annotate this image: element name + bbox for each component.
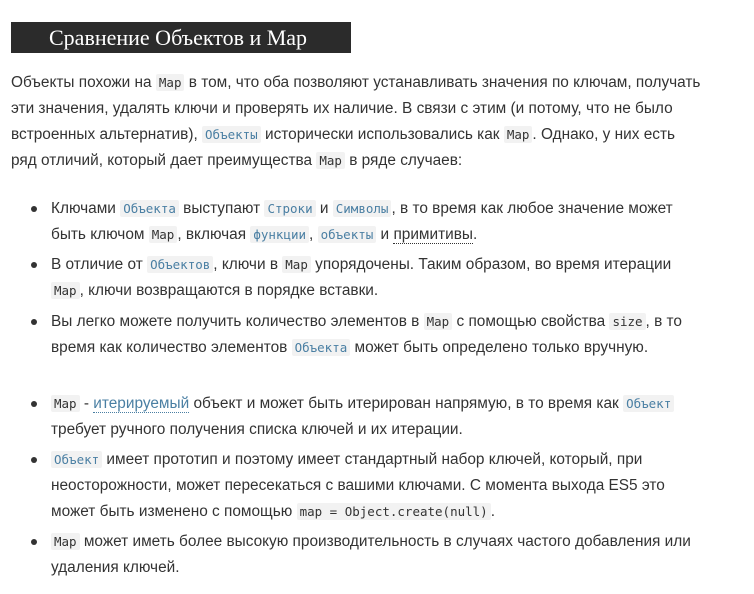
text: объект и может быть итерирован напрямую, в то время как <box>189 395 624 412</box>
inline-code: Map <box>424 313 453 330</box>
text: Вы легко можете получить количество элементов в <box>51 313 424 330</box>
code-link-objects[interactable]: Объектов <box>147 256 213 273</box>
text: имеет прототип и поэтому имеет стандартный набор ключей, который, при неосторожности, может пересекаться с вашими ключами. С момента выхода ES5 это может быть изменено с помощью <box>51 451 665 520</box>
inline-code: Map <box>51 533 80 550</box>
inline-code: Map <box>51 395 80 412</box>
code-link-object[interactable]: Объект <box>623 395 674 412</box>
inline-code: Map <box>282 256 311 273</box>
text: В отличие от <box>51 256 148 273</box>
inline-code: Map <box>316 152 345 169</box>
text: может быть определено только вручную. <box>350 339 649 356</box>
text: , ключи в <box>213 256 283 273</box>
text: , в то время как любое значение может быть ключом <box>51 200 673 243</box>
text: упорядочены. Таким образом, во время итерации <box>310 256 672 273</box>
text: , включая <box>177 226 251 243</box>
code-link-strings[interactable]: Строки <box>264 200 315 217</box>
inline-code: Map <box>149 226 178 243</box>
text: Ключами <box>51 200 121 217</box>
inline-code: Map <box>504 126 533 143</box>
code-link-objects[interactable]: объекты <box>318 226 377 243</box>
text: и <box>376 226 394 243</box>
text: Объекты похожи на <box>11 74 156 91</box>
inline-code: map = Object.create(null) <box>297 503 491 520</box>
inline-code: Map <box>51 282 80 299</box>
code-link-functions[interactable]: функции <box>250 226 309 243</box>
text: может иметь более высокую производительность в случаях частого добавления или удаления ключей. <box>51 533 691 576</box>
text: требует ручного получения списка ключей и их итерации. <box>51 421 463 438</box>
code-link-symbols[interactable]: Символы <box>333 200 392 217</box>
text: в ряде случаев: <box>344 152 463 169</box>
list-item <box>28 447 708 529</box>
text: и <box>315 200 333 217</box>
text: в том, что оба позволяют устанавливать значения по ключам, получать эти значения, удалять ключи и проверять их наличие. В связи с этим (и потому, что не было встроенных альтернатив), <box>11 74 701 143</box>
list-item <box>28 309 708 391</box>
list-item <box>28 196 708 252</box>
text: , <box>309 226 318 243</box>
text: . <box>473 226 478 243</box>
code-link-object[interactable]: Объекта <box>292 339 351 356</box>
text: исторически использовались как <box>260 126 504 143</box>
inline-code: Map <box>156 74 185 91</box>
intro-paragraph <box>11 70 701 174</box>
list-item <box>28 252 708 309</box>
differences-list <box>28 196 708 581</box>
link-iterable[interactable]: итерируемый <box>93 395 190 412</box>
code-link-object[interactable]: Объекта <box>120 200 179 217</box>
text: . Однако, у них есть ряд отличий, который дает преимущества <box>11 126 676 169</box>
list-item <box>28 391 708 447</box>
link-primitives[interactable]: примитивы <box>393 226 473 243</box>
text: . <box>490 503 495 520</box>
text: выступают <box>178 200 265 217</box>
list-item <box>28 529 708 581</box>
section-heading: Сравнение Объектов и Map <box>11 22 351 53</box>
text: , в то время как количество элементов <box>51 313 682 356</box>
text: с помощью свойства <box>452 313 610 330</box>
code-link-object[interactable]: Объект <box>51 451 102 468</box>
inline-code: size <box>609 313 645 330</box>
text: , ключи возвращаются в порядке вставки. <box>79 282 379 299</box>
code-link-objects[interactable]: Объекты <box>202 126 261 143</box>
text: - <box>79 395 94 412</box>
